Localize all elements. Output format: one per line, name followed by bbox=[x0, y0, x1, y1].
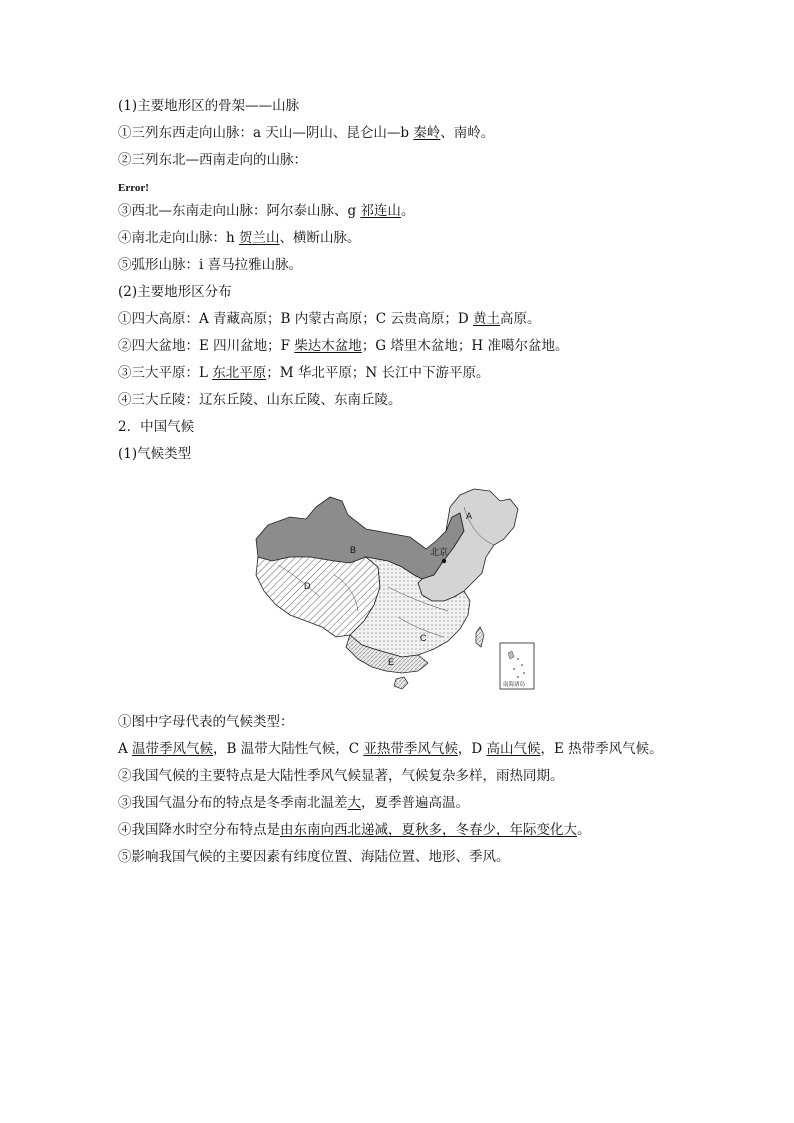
map-label-e: E bbox=[388, 657, 395, 667]
climate-factors-line: ⑤影响我国气候的主要因素有纬度位置、海陆位置、地形、季风。 bbox=[118, 849, 510, 865]
ne-sw-mountains-line: ②三列东北—西南走向的山脉： bbox=[118, 152, 307, 168]
temperature-distribution-line: ③我国气温分布的特点是冬季南北温差大，夏季普遍高温。 bbox=[118, 795, 469, 811]
answer-northeast-plain: 东北平原 bbox=[212, 365, 267, 381]
answer-temperate-monsoon: 温带季风气候 bbox=[132, 741, 214, 757]
plains-line: ③三大平原：L 东北平原；M 华北平原；N 长江中下游平原。 bbox=[118, 365, 490, 381]
island-taiwan bbox=[476, 627, 484, 647]
climate-types-subheading: (1)气候类型 bbox=[118, 446, 192, 462]
answer-helan: 贺兰山 bbox=[239, 230, 280, 246]
map-label-d: D bbox=[304, 581, 311, 591]
climate-features-line: ②我国气候的主要特点是大陆性季风气候显著，气候复杂多样，雨热同期。 bbox=[118, 768, 564, 784]
ew-mountains-line: ①三列东西走向山脉：a 天山—阴山、昆仑山—b 秦岭、南岭。 bbox=[118, 125, 495, 141]
map-label-beijing: 北京 bbox=[430, 547, 449, 557]
beijing-marker bbox=[442, 559, 446, 563]
answer-qinling: 秦岭 bbox=[413, 125, 441, 141]
answer-qaidam: 柴达木盆地 bbox=[294, 338, 362, 354]
answer-qilian: 祁连山 bbox=[360, 203, 401, 219]
error-text: Error! bbox=[118, 182, 149, 194]
terrain-heading: (2)主要地形区分布 bbox=[118, 284, 232, 300]
south-china-sea-inset bbox=[500, 643, 534, 689]
precipitation-distribution-line: ④我国降水时空分布特点是由东南向西北递减，夏秋多，冬春少，年际变化大。 bbox=[118, 822, 591, 838]
plateaus-line: ①四大高原：A 青藏高原；B 内蒙古高原；C 云贵高原；D 黄土高原。 bbox=[118, 311, 541, 327]
answer-precipitation: 由东南向西北递减，夏秋多，冬春少，年际变化大 bbox=[280, 822, 577, 838]
nw-se-mountains-line: ③西北—东南走向山脉：阿尔泰山脉、g 祁连山。 bbox=[118, 203, 415, 219]
answer-loess: 黄土 bbox=[473, 311, 500, 327]
climate-types-answer: A 温带季风气候，B 温带大陆性气候，C 亚热带季风气候，D 高山气候，E 热带季风气候。 bbox=[118, 741, 663, 757]
answer-subtropical-monsoon: 亚热带季风气候 bbox=[363, 741, 458, 757]
china-climate-map bbox=[238, 487, 558, 697]
arc-mountains-line: ⑤弧形山脉：i 喜马拉雅山脉。 bbox=[118, 257, 303, 273]
island-hainan bbox=[394, 677, 408, 689]
answer-highland: 高山气候 bbox=[486, 741, 541, 757]
inset-label: 南海诸岛 bbox=[503, 682, 526, 688]
mountains-heading: (1)主要地形区的骨架——山脉 bbox=[118, 98, 300, 114]
ns-mountains-line: ④南北走向山脉：h 贺兰山、横断山脉。 bbox=[118, 230, 361, 246]
hills-line: ④三大丘陵：辽东丘陵、山东丘陵、东南丘陵。 bbox=[118, 392, 402, 408]
map-label-a: A bbox=[466, 511, 473, 521]
answer-large: 大 bbox=[347, 795, 361, 811]
basins-line: ②四大盆地：E 四川盆地；F 柴达木盆地；G 塔里木盆地；H 准噶尔盆地。 bbox=[118, 338, 569, 354]
map-label-b: B bbox=[350, 545, 357, 555]
climate-heading: 2．中国气候 bbox=[118, 419, 195, 435]
map-letters-question: ①图中字母代表的气候类型： bbox=[118, 714, 294, 730]
map-label-c: C bbox=[420, 633, 427, 643]
